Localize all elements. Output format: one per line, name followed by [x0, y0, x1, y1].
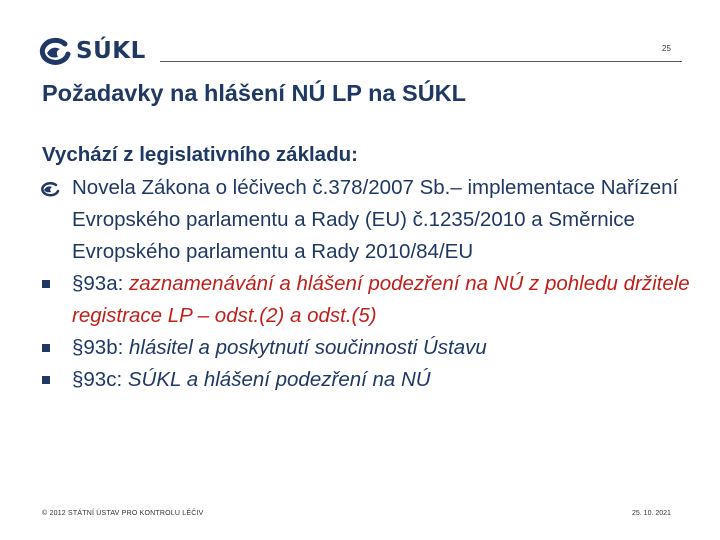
bullet-prefix: §93b: [72, 336, 129, 359]
page-number: 25 [662, 44, 671, 53]
square-bullet-icon [42, 344, 50, 352]
square-bullet-icon [42, 376, 50, 384]
slide-title: Požadavky na hlášení NÚ LP na SÚKL [42, 80, 466, 106]
bullet-item-novela [42, 172, 692, 268]
sukl-logo [38, 36, 146, 66]
logo-text: SÚKL [76, 38, 146, 64]
square-bullet-icon [42, 280, 50, 288]
bullet-item-93c [42, 364, 692, 396]
bullet-item-93a [42, 268, 692, 332]
footer-copyright: © 2012 STÁTNÍ ÚSTAV PRO KONTROLU LÉČIV [42, 510, 204, 517]
intro-text: Vychází z legislativního základu: [42, 143, 358, 166]
swoosh-bullet-icon [38, 181, 60, 197]
bullet-text: zaznamenávání a hlášení podezření na NÚ z pohledu držitele registrace LP – odst.(2) a odst.(5) [72, 272, 690, 327]
bullet-prefix: §93a: [72, 272, 129, 295]
sukl-logo-icon [38, 37, 72, 65]
bullet-prefix: §93c: [72, 368, 128, 391]
bullet-text: SÚKL a hlášení podezření na NÚ [127, 368, 431, 391]
footer-date: 25. 10. 2021 [632, 510, 671, 517]
header-divider [160, 61, 682, 62]
slide-content [42, 138, 692, 396]
bullet-item-93b [42, 332, 692, 364]
bullet-text: Novela Zákona o léčivech č.378/2007 Sb.– implementace Nařízení Evropského parlamentu a Rady (EU) č.1235/2010 a Směrnice Evropského parlamentu a Rady 2010/84/EU [72, 176, 679, 263]
bullet-text: hlásitel a poskytnutí součinnosti Ústavu [129, 336, 487, 359]
